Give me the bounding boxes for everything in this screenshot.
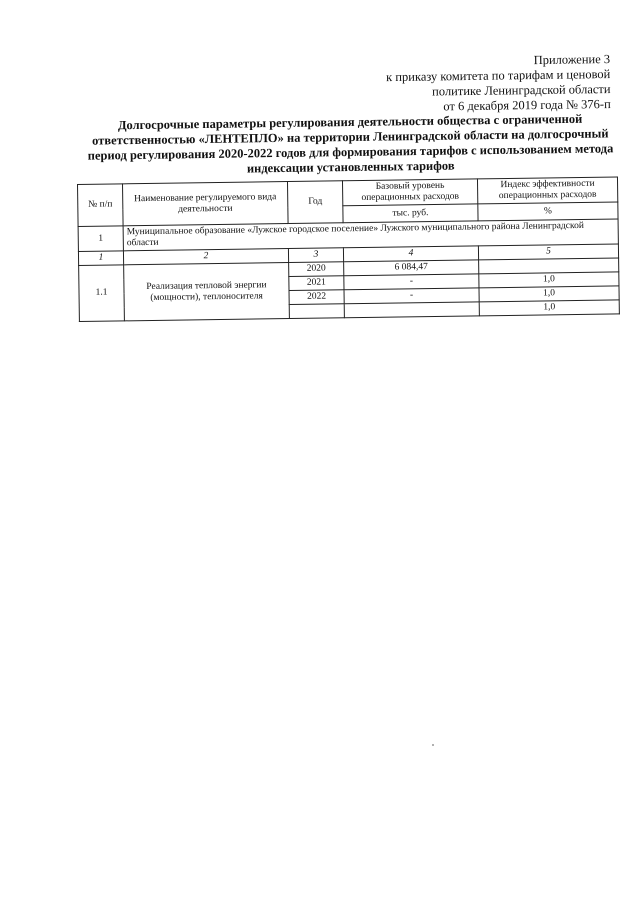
section-text: Муниципальное образование «Лужское городское поселение» Лужского муниципального района Ленинградской области (123, 219, 618, 251)
row-index-extra: 1,0 (479, 300, 619, 316)
parameters-table (77, 176, 620, 322)
row-base-2022: - (344, 288, 479, 304)
header-num: № п/п (78, 184, 124, 227)
appendix-line-2: к приказу комитета по тарифам и ценовой (385, 66, 611, 85)
header-base: Базовый уровень операционных расходов (342, 179, 477, 206)
row-year-2021: 2021 (289, 276, 344, 291)
header-name: Наименование регулируемого вида деятельности (123, 182, 289, 226)
header-year: Год (287, 181, 343, 224)
col-number-5: 5 (478, 244, 618, 260)
header-index: Индекс эффективности операционных расходов (477, 177, 617, 204)
title-line-2: ответственностью «ЛЕНТЕПЛО» на территории Ленинградской области на долгосрочный (92, 126, 609, 148)
col-number-3: 3 (288, 248, 343, 263)
col-number-4: 4 (343, 246, 478, 262)
title-line-4: индексации установленных тарифов (246, 158, 455, 176)
appendix-line-4: от 6 декабря 2019 года № 376-п (443, 96, 611, 114)
scan-speck (432, 744, 434, 746)
unit-base: тыс. руб. (343, 204, 478, 223)
appendix-line-1: Приложение 3 (533, 52, 611, 68)
col-number-2: 2 (123, 249, 288, 265)
row-index-2021: 1,0 (479, 272, 619, 288)
row-year-2022: 2022 (289, 290, 344, 305)
col-number-1: 1 (78, 251, 123, 266)
parameters-table-wrap (77, 176, 619, 322)
row-num: 1.1 (79, 265, 125, 322)
document-title (70, 111, 631, 179)
section-num: 1 (78, 226, 123, 252)
row-base-empty (344, 302, 479, 318)
row-index-2022: 1,0 (479, 286, 619, 302)
unit-index: % (478, 202, 618, 221)
title-line-3: период регулирования 2020-2022 годов для формирования тарифов с использованием метода (87, 141, 614, 163)
row-activity-name: Реализация тепловой энергии (мощности), теплоносителя (124, 263, 290, 321)
appendix-block (330, 52, 611, 116)
row-year-empty (289, 304, 344, 319)
row-base-2020: 6 084,47 (344, 260, 479, 276)
row-base-2021: - (344, 274, 479, 290)
row-year-2020: 2020 (289, 262, 344, 277)
title-line-1: Долгосрочные параметры регулирования деятельности общества с ограниченной (117, 111, 583, 133)
appendix-line-3: политике Ленинградской области (432, 81, 611, 99)
